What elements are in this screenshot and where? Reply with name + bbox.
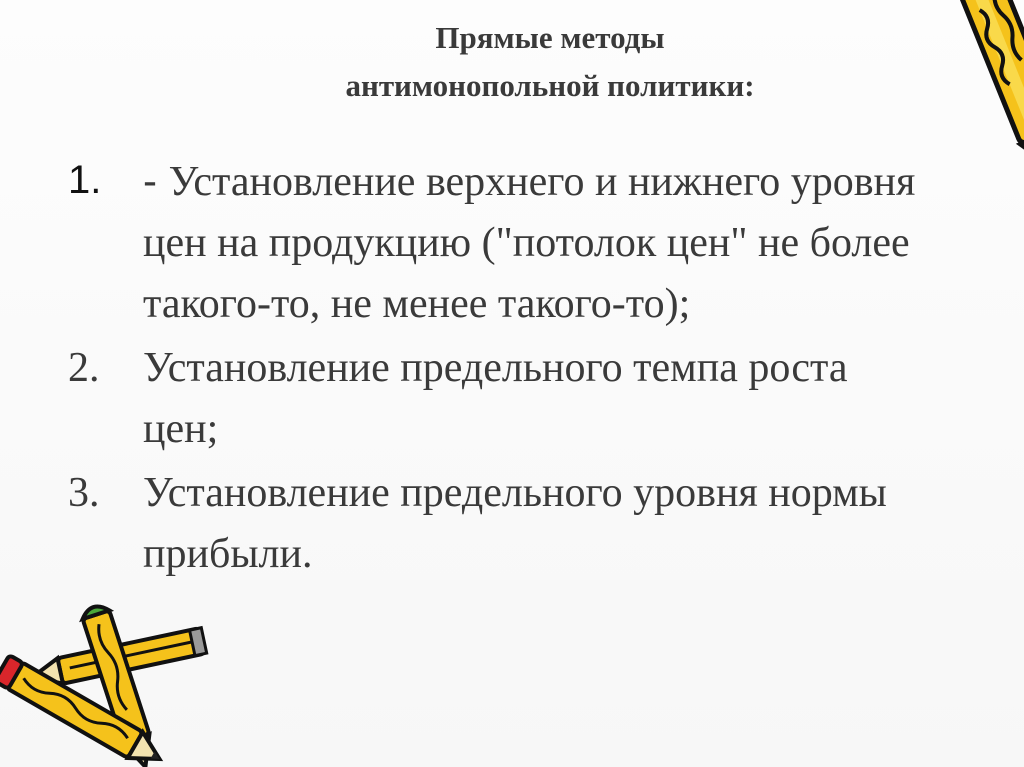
item-line: прибыли. xyxy=(143,531,313,577)
item-number: 3. xyxy=(68,470,100,516)
methods-list xyxy=(68,150,1024,585)
item-number: 2. xyxy=(68,345,100,391)
slide-title xyxy=(0,14,1024,110)
item-dash: - xyxy=(143,157,169,204)
item-line: Установление предельного уровня нормы xyxy=(143,470,887,516)
crossed-pencils-icon xyxy=(0,600,220,767)
pencil-icon xyxy=(930,0,1024,170)
list-item xyxy=(68,338,1024,460)
item-line: Установление предельного темпа роста xyxy=(143,345,848,391)
title-line-1: Прямые методы xyxy=(435,20,665,55)
title-line-2: антимонопольной политики: xyxy=(345,68,755,103)
item-line xyxy=(143,150,1024,213)
list-item xyxy=(68,463,1024,585)
item-line: цен на продукцию ("потолок цен" не более xyxy=(143,220,910,266)
item-line: такого-то, не менее такого-то); xyxy=(143,281,691,327)
item-number: 1. xyxy=(68,158,102,202)
item-text: Установление верхнего и нижнего уровня xyxy=(168,159,916,205)
item-line: цен; xyxy=(143,406,219,452)
list-item xyxy=(68,150,1024,335)
